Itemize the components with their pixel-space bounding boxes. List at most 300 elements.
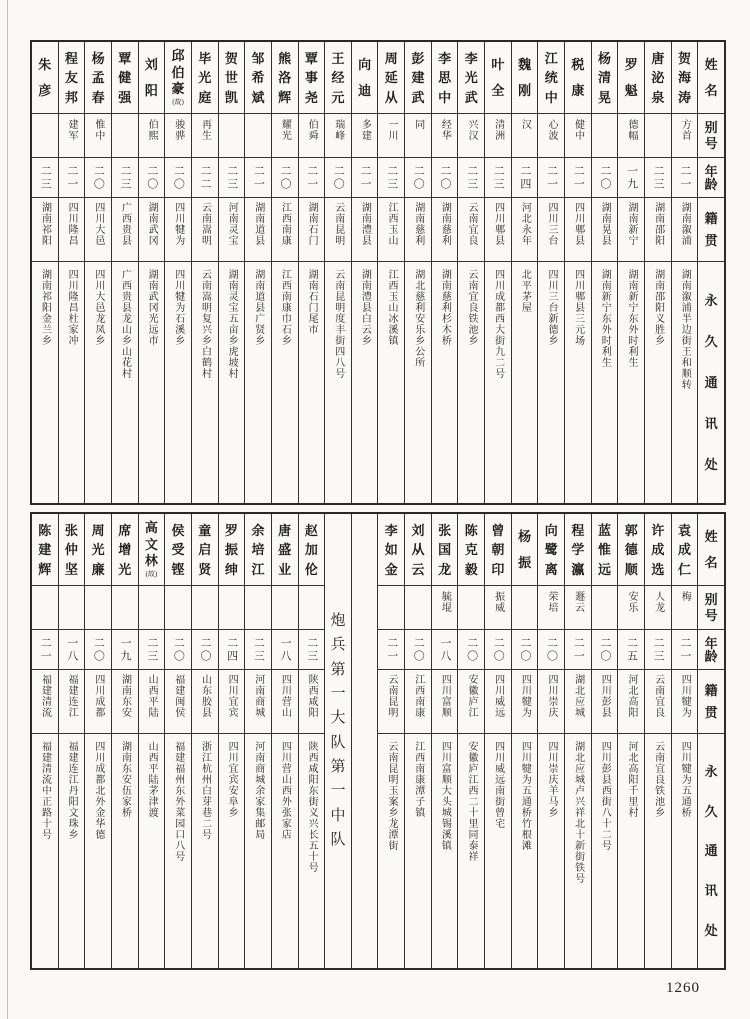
- name-cell-char: 建: [38, 542, 52, 557]
- alias-cell-text: 惟中: [92, 119, 104, 141]
- age-cell: [112, 630, 138, 670]
- name-cell: [325, 42, 351, 114]
- person-column: [537, 42, 564, 503]
- alias-cell: [645, 586, 671, 630]
- name-cell: [112, 514, 138, 586]
- address-cell: [112, 262, 138, 503]
- address-cell: [245, 734, 271, 968]
- age-cell: [85, 158, 111, 198]
- address-cell-text: 湖南祁阳金兰乡: [39, 269, 51, 346]
- name-cell-char: 培: [251, 542, 265, 557]
- header-age-char: 龄: [704, 176, 718, 192]
- address-cell-text: 湖南东安伍家桥: [119, 741, 131, 818]
- name-cell-char: 龙: [438, 561, 452, 577]
- header-alias: [698, 114, 724, 158]
- address-cell-text: 云南宜良铁池乡: [466, 269, 478, 346]
- name-cell-char: 贺: [224, 50, 238, 66]
- person-column: [591, 42, 618, 503]
- person-column: [591, 514, 618, 968]
- age-cell: [299, 630, 325, 670]
- age-cell: [485, 158, 511, 198]
- person-column: [244, 42, 271, 503]
- name-cell: [645, 514, 671, 586]
- age-cell: [592, 158, 618, 198]
- alias-cell: [299, 586, 325, 630]
- native-place-cell: [565, 670, 591, 734]
- name-cell-char: 瀛: [571, 561, 585, 577]
- person-column: [218, 514, 245, 968]
- unit-banner-char: 第: [330, 758, 346, 775]
- native-place-cell-text: 四川犍为: [172, 202, 184, 246]
- name-cell-char: 刚: [518, 83, 532, 98]
- name-cell-char: 坚: [64, 561, 78, 577]
- alias-cell: [458, 114, 484, 158]
- native-place-cell: [299, 198, 325, 262]
- native-place-cell-text: 湖南溆浦: [679, 202, 691, 246]
- name-cell-char: 事: [304, 70, 318, 85]
- name-cell-char: 邦: [64, 89, 78, 105]
- alias-cell-text: 耀光: [279, 119, 291, 141]
- name-cell: [672, 42, 698, 114]
- age-cell-text: 二二: [199, 164, 212, 191]
- native-place-cell: [165, 198, 191, 262]
- age-cell-text: 二三: [652, 164, 665, 191]
- header-native-char: 籍: [704, 682, 718, 698]
- alias-cell-text: 心波: [545, 119, 557, 141]
- age-cell-text: 二〇: [332, 164, 345, 191]
- person-column: [644, 514, 671, 968]
- age-cell-text: 二一: [358, 164, 371, 191]
- person-column: [617, 514, 644, 968]
- name-cell-char: 希: [251, 70, 265, 85]
- age-cell: [219, 158, 245, 198]
- native-place-cell: [645, 670, 671, 734]
- alias-cell: [112, 586, 138, 630]
- person-column: [191, 514, 218, 968]
- age-cell-text: 二三: [385, 164, 398, 191]
- name-cell: [458, 42, 484, 114]
- alias-cell-text: 德幅: [625, 119, 637, 141]
- name-cell-char: 陈: [38, 522, 52, 538]
- native-place-cell: [59, 670, 85, 734]
- name-cell-char: 周: [384, 50, 398, 66]
- name-cell: [32, 514, 58, 586]
- age-cell-text: 二〇: [199, 636, 212, 663]
- age-cell-text: 二一: [65, 164, 78, 191]
- name-cell-char: 仲: [64, 542, 78, 557]
- native-place-cell: [672, 670, 698, 734]
- name-cell-char: 海: [678, 70, 692, 85]
- name-cell-char: 振: [518, 555, 532, 570]
- name-cell-char: 成: [678, 542, 692, 557]
- name-cell-char: 余: [251, 522, 265, 538]
- alias-cell: [432, 586, 458, 630]
- address-cell-text: 四川隆昌杜家冲: [66, 269, 78, 346]
- native-place-cell: [405, 670, 431, 734]
- age-cell-text: 二〇: [518, 636, 531, 663]
- name-cell: [192, 42, 218, 114]
- name-cell-char: 向: [544, 522, 558, 538]
- person-column: [164, 42, 191, 503]
- person-column: [644, 42, 671, 503]
- alias-cell: [272, 114, 298, 158]
- name-cell: [219, 514, 245, 586]
- name-cell-char: 庭: [198, 89, 212, 105]
- name-cell-char: 李: [438, 50, 452, 66]
- person-column: [671, 42, 698, 503]
- name-cell-char: 唐: [651, 50, 665, 66]
- alias-cell: [672, 586, 698, 630]
- name-cell-char: 春: [91, 89, 105, 105]
- address-cell: [59, 262, 85, 503]
- native-place-cell-text: 广西贵县: [119, 202, 131, 246]
- alias-cell: [458, 586, 484, 630]
- address-cell-text: 陕西咸阳东街义兴长五十号: [306, 741, 318, 873]
- header-address-char: 永: [704, 763, 718, 779]
- native-place-cell-text: 四川宜宾: [226, 674, 238, 718]
- age-cell-text: 二〇: [598, 636, 611, 663]
- name-cell-char: 阳: [144, 83, 158, 98]
- alias-cell: [432, 114, 458, 158]
- age-cell-text: 二三: [252, 636, 265, 663]
- alias-cell: [245, 586, 271, 630]
- age-cell: [458, 158, 484, 198]
- age-cell: [352, 158, 378, 198]
- name-cell-char: 刘: [144, 57, 158, 72]
- name-cell-char: 彦: [38, 83, 52, 98]
- address-cell: [485, 734, 511, 968]
- age-cell: [538, 630, 564, 670]
- alias-cell-text: 经华: [439, 119, 451, 141]
- alias-cell: [85, 586, 111, 630]
- age-cell: [432, 630, 458, 670]
- address-cell: [432, 262, 458, 503]
- age-cell-text: 二一: [252, 164, 265, 191]
- age-cell-text: 二三: [225, 164, 238, 191]
- alias-cell: [59, 114, 85, 158]
- alias-cell-text: 瑞峰: [332, 119, 344, 141]
- age-cell-text: 一八: [65, 636, 78, 663]
- name-cell-char: 曾: [491, 522, 505, 538]
- address-cell-text: 湖北慈利安乐乡公所: [412, 269, 424, 368]
- header-name-char: 名: [704, 83, 718, 98]
- person-column: [58, 514, 85, 968]
- alias-cell: [378, 114, 404, 158]
- native-place-cell: [85, 198, 111, 262]
- unit-banner-char: 队: [330, 831, 346, 848]
- address-cell-text: 四川威远南街曾宅: [492, 741, 504, 829]
- native-place-cell-text: 湖南祁阳: [39, 202, 51, 246]
- alias-cell: [192, 586, 218, 630]
- native-place-cell-text: 江西南康: [279, 202, 291, 246]
- name-cell: [538, 42, 564, 114]
- age-cell: [59, 630, 85, 670]
- unit-banner: [330, 514, 345, 968]
- header-alias-char: 号: [704, 136, 718, 151]
- native-place-cell: [485, 198, 511, 262]
- header-address-char: 永: [704, 293, 718, 308]
- alias-cell: [165, 114, 191, 158]
- name-cell-char: 惟: [598, 542, 612, 557]
- native-place-cell: [485, 670, 511, 734]
- address-cell-text: 湖南石门尾市: [306, 269, 318, 335]
- address-cell-text: 湖北应城卢兴祥北十新街铁号: [572, 741, 584, 884]
- header-alias-char: 号: [704, 608, 718, 623]
- alias-cell-text: 兴汉: [466, 119, 478, 141]
- name-cell-char: 郭: [624, 522, 638, 538]
- native-place-cell: [352, 198, 378, 262]
- native-place-cell: [538, 670, 564, 734]
- address-cell: [165, 734, 191, 968]
- age-cell-text: 二三: [145, 636, 158, 663]
- alias-cell-text: 伯舜: [306, 119, 318, 141]
- person-column: [244, 514, 271, 968]
- address-cell-text: 四川营山西外张家店: [279, 741, 291, 840]
- age-cell-text: 二〇: [545, 636, 558, 663]
- name-cell-char: 绅: [224, 561, 238, 577]
- address-cell-text: 四川大邑龙凤乡: [92, 269, 104, 346]
- header-alias-char: 别: [704, 592, 718, 607]
- person-column: [511, 514, 538, 968]
- name-cell-char: 王: [331, 50, 345, 66]
- name-cell-char: 光: [118, 561, 132, 577]
- address-cell: [59, 734, 85, 968]
- native-place-cell-text: 湖南道县: [252, 202, 264, 246]
- address-cell: [32, 262, 58, 503]
- alias-cell: [245, 114, 271, 158]
- name-cell: [512, 514, 538, 586]
- header-age-char: 年: [704, 635, 718, 651]
- native-place-cell-text: 四川犍为: [519, 674, 531, 718]
- address-cell-text: 广西贵县龙山乡山花村: [119, 269, 131, 379]
- header-age-char: 年: [704, 163, 718, 179]
- native-place-cell: [245, 670, 271, 734]
- name-cell-char: 增: [118, 542, 132, 557]
- roster-table-bottom: [30, 512, 726, 970]
- native-place-cell-text: 江西南康: [412, 674, 424, 718]
- name-cell-char: 中: [544, 89, 558, 105]
- header-alias: [698, 586, 724, 630]
- age-cell: [272, 630, 298, 670]
- native-place-cell-text: 湖南邵阳: [652, 202, 664, 246]
- age-cell-text: 二一: [572, 164, 585, 191]
- person-column: [431, 42, 458, 503]
- native-place-cell-text: 湖南武冈: [146, 202, 158, 246]
- native-place-cell-text: 四川隆昌: [66, 202, 78, 246]
- name-cell-char: 豪: [171, 81, 185, 97]
- native-place-cell-text: 云南昆明: [332, 202, 344, 246]
- native-place-cell-text: 四川崇庆: [545, 674, 557, 718]
- name-cell-char: 伦: [304, 561, 318, 577]
- alias-cell-text: 人龙: [652, 591, 664, 613]
- age-cell-text: 二三: [119, 164, 132, 191]
- native-place-cell-text: 湖南新宁: [625, 202, 637, 246]
- name-cell-char: 斌: [251, 89, 265, 105]
- name-cell: [165, 514, 191, 586]
- name-cell-char: 朝: [491, 542, 505, 557]
- header-native-char: 籍: [704, 210, 718, 226]
- name-cell-char: 金: [384, 561, 398, 577]
- address-cell: [139, 734, 165, 968]
- address-cell: [245, 262, 271, 503]
- native-place-cell: [325, 198, 351, 262]
- alias-cell: [139, 114, 165, 158]
- person-column: [138, 514, 165, 968]
- name-cell-char: 李: [464, 50, 478, 66]
- alias-cell-text: 安乐: [625, 591, 637, 613]
- name-cell-char: 振: [224, 542, 238, 557]
- native-place-cell: [432, 198, 458, 262]
- native-place-cell-text: 河北永年: [519, 202, 531, 246]
- native-place-cell: [85, 670, 111, 734]
- alias-cell: [378, 586, 404, 630]
- alias-cell-text: 清洲: [492, 119, 504, 141]
- address-cell-text: 四川宜宾安阜乡: [226, 741, 238, 818]
- address-cell: [592, 734, 618, 968]
- deceased-note: (故): [172, 98, 184, 107]
- name-cell-char: 邹: [251, 50, 265, 66]
- alias-cell: [565, 586, 591, 630]
- age-cell: [139, 630, 165, 670]
- native-place-cell: [139, 198, 165, 262]
- native-place-cell-text: 福建连江: [66, 674, 78, 718]
- address-cell: [299, 262, 325, 503]
- native-place-cell-text: 湖北应城: [572, 674, 584, 718]
- native-place-cell: [165, 670, 191, 734]
- address-cell: [219, 262, 245, 503]
- age-cell: [672, 630, 698, 670]
- age-cell: [618, 158, 644, 198]
- name-cell-char: 受: [171, 542, 185, 557]
- name-cell: [272, 514, 298, 586]
- address-cell: [672, 734, 698, 968]
- person-column: [298, 514, 325, 968]
- native-place-cell: [618, 670, 644, 734]
- name-cell-char: 毅: [464, 561, 478, 577]
- address-cell: [272, 262, 298, 503]
- age-cell-text: 二一: [39, 636, 52, 663]
- address-cell: [219, 734, 245, 968]
- address-cell: [405, 262, 431, 503]
- age-cell-text: 二四: [225, 636, 238, 663]
- name-cell: [618, 42, 644, 114]
- name-cell: [59, 42, 85, 114]
- person-column: [58, 42, 85, 503]
- age-cell-text: 二一: [385, 636, 398, 663]
- name-cell-char: 盛: [278, 542, 292, 557]
- age-cell: [245, 630, 271, 670]
- native-place-cell-text: 四川郫县: [492, 202, 504, 246]
- header-name-char: 名: [704, 555, 718, 570]
- header-native: [698, 198, 724, 262]
- name-cell-char: 世: [224, 70, 238, 85]
- name-cell-char: 加: [304, 542, 318, 557]
- native-place-cell: [645, 198, 671, 262]
- person-column: [511, 42, 538, 503]
- native-place-cell-text: 四川成都: [92, 674, 104, 718]
- name-cell-char: 贤: [198, 561, 212, 577]
- alias-cell: [405, 114, 431, 158]
- name-cell-char: 国: [438, 542, 452, 557]
- native-place-cell: [512, 670, 538, 734]
- alias-cell-text: 建军: [66, 119, 78, 141]
- name-cell: [299, 514, 325, 586]
- name-cell-char: 覃: [118, 50, 132, 66]
- name-cell-char: 税: [571, 57, 585, 72]
- unit-banner-char: 第: [330, 661, 346, 678]
- name-cell: [485, 514, 511, 586]
- person-column: [32, 514, 58, 968]
- name-cell-char: 熊: [278, 50, 292, 66]
- alias-cell: [672, 114, 698, 158]
- name-cell-char: 周: [91, 522, 105, 538]
- person-column: [84, 514, 111, 968]
- alias-cell-text: 毓堒: [439, 591, 451, 613]
- age-cell: [405, 158, 431, 198]
- alias-cell-text: 振威: [492, 591, 504, 613]
- age-cell-text: 二〇: [278, 164, 291, 191]
- person-column: [564, 42, 591, 503]
- native-place-cell: [112, 198, 138, 262]
- native-place-cell-text: 安徽庐江: [466, 674, 478, 718]
- age-cell: [538, 158, 564, 198]
- address-cell-text: 四川成都西大街九二号: [492, 269, 504, 379]
- address-cell: [618, 734, 644, 968]
- name-cell: [59, 514, 85, 586]
- person-column: [617, 42, 644, 503]
- name-cell-char: 彭: [411, 50, 425, 66]
- name-cell: [192, 514, 218, 586]
- name-cell-char: 从: [411, 542, 425, 557]
- name-cell: [32, 42, 58, 114]
- name-cell-char: 清: [598, 70, 612, 85]
- name-cell-char: 李: [384, 522, 398, 538]
- header-name: [698, 42, 724, 114]
- header-native-char: 贯: [704, 705, 718, 721]
- name-cell-char: 延: [384, 70, 398, 85]
- age-cell: [272, 158, 298, 198]
- age-cell-text: 二〇: [92, 636, 105, 663]
- native-place-cell: [458, 198, 484, 262]
- name-cell-char: 全: [491, 83, 505, 98]
- name-cell: [565, 42, 591, 114]
- address-cell-text: 四川崇庆羊马乡: [545, 741, 557, 818]
- spacer-column: [351, 514, 378, 968]
- header-age: [698, 630, 724, 670]
- alias-cell: [219, 114, 245, 158]
- age-cell-text: 一八: [438, 636, 451, 663]
- person-column: [457, 42, 484, 503]
- native-place-cell: [192, 198, 218, 262]
- address-cell-text: 四川成都北外金华德: [92, 741, 104, 840]
- native-place-cell: [618, 198, 644, 262]
- address-cell: [512, 734, 538, 968]
- native-place-cell-text: 湖南石门: [306, 202, 318, 246]
- age-cell-text: 二一: [545, 164, 558, 191]
- name-cell-char: 友: [64, 70, 78, 85]
- address-cell: [139, 262, 165, 503]
- header-native-char: 贯: [704, 233, 718, 249]
- name-cell: [112, 42, 138, 114]
- name-cell-char: 赵: [304, 522, 318, 538]
- name-cell-char: 光: [91, 542, 105, 557]
- native-place-cell-text: 四川郫县: [572, 202, 584, 246]
- address-cell: [192, 734, 218, 968]
- address-cell-text: 湖南邵阳义胜乡: [652, 269, 664, 346]
- address-cell-text: 湖南灵宝五亩乡虎坡村: [226, 269, 238, 379]
- name-cell-char: 张: [64, 522, 78, 538]
- native-place-cell-text: 河南灵宝: [226, 202, 238, 246]
